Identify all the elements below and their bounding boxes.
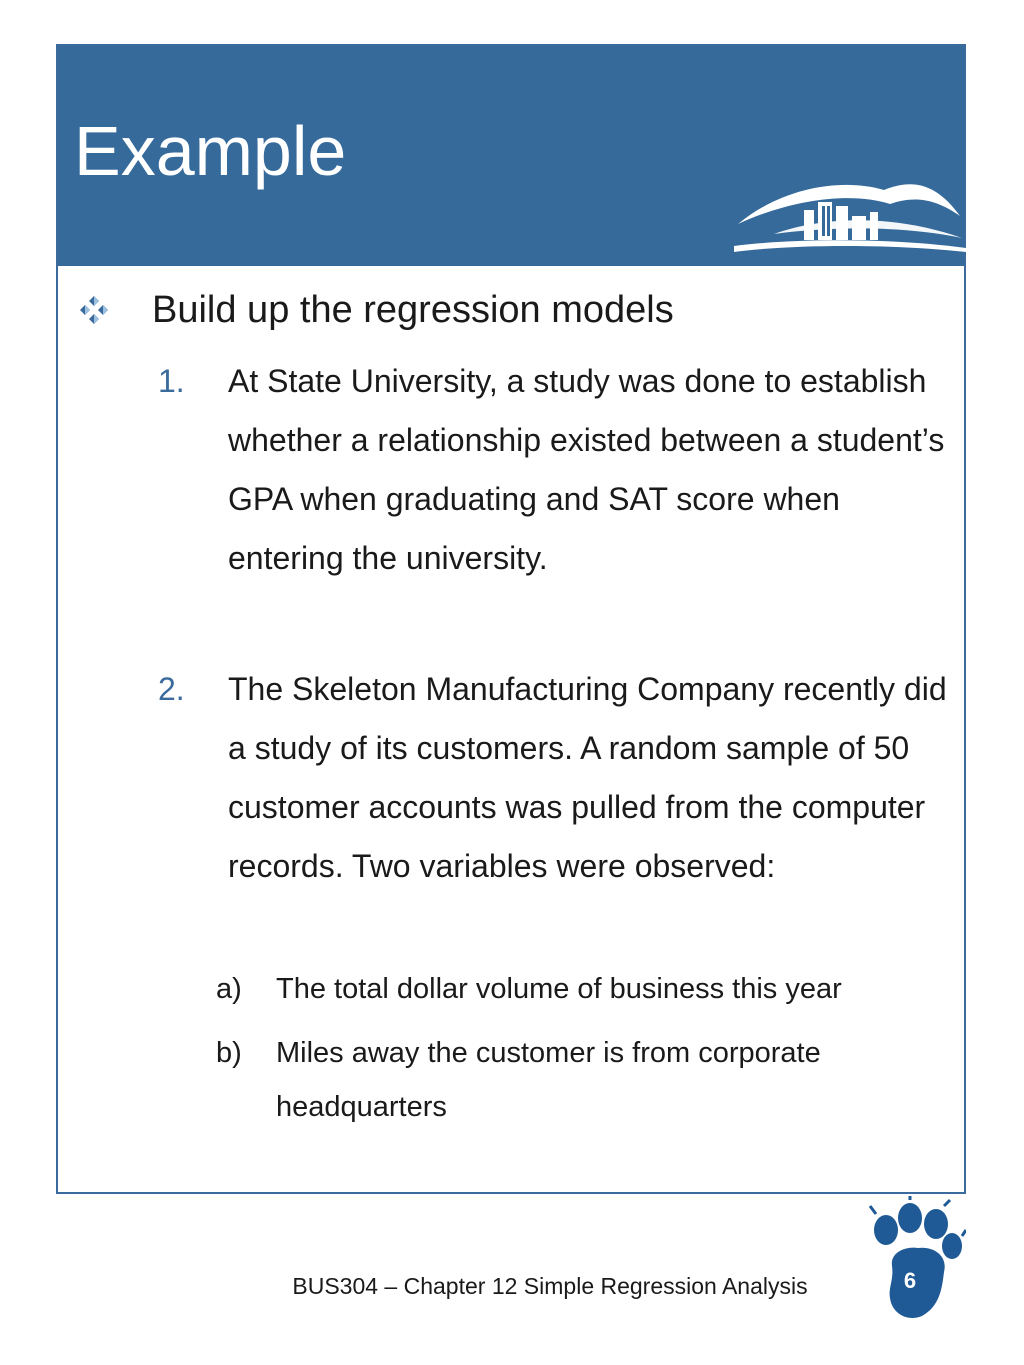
four-diamond-bullet-icon: [76, 292, 112, 328]
item-number: 2.: [158, 671, 185, 707]
item-text: The Skeleton Manufacturing Company recently did a study of its customers. A random sample of 50 customer accounts was pulled from the computer records. Two variables were observed:: [228, 671, 947, 884]
item-number: 1.: [158, 363, 185, 399]
slide-frame: [56, 44, 966, 1194]
paw-print-icon: [862, 1196, 966, 1322]
header-band: [58, 46, 964, 266]
sub-item-text: Miles away the customer is from corporate headquarters: [276, 1037, 821, 1123]
bullet-row: [76, 288, 112, 332]
sub-item-text: The total dollar volume of business this year: [276, 973, 842, 1005]
bullet-heading: Build up the regression models: [152, 289, 674, 331]
campus-skyline-logo: [734, 176, 966, 256]
sub-item-label: b): [216, 1037, 242, 1069]
item-text: At State University, a study was done to establish whether a relationship existed between a student’s GPA when graduating and SAT score when entering the university.: [228, 363, 945, 576]
page-number: 6: [903, 1268, 917, 1293]
footer-course-title: BUS304 – Chapter 12 Simple Regression Analysis: [292, 1273, 808, 1299]
sub-item-label: a): [216, 973, 242, 1005]
slide-title: Example: [74, 112, 347, 190]
